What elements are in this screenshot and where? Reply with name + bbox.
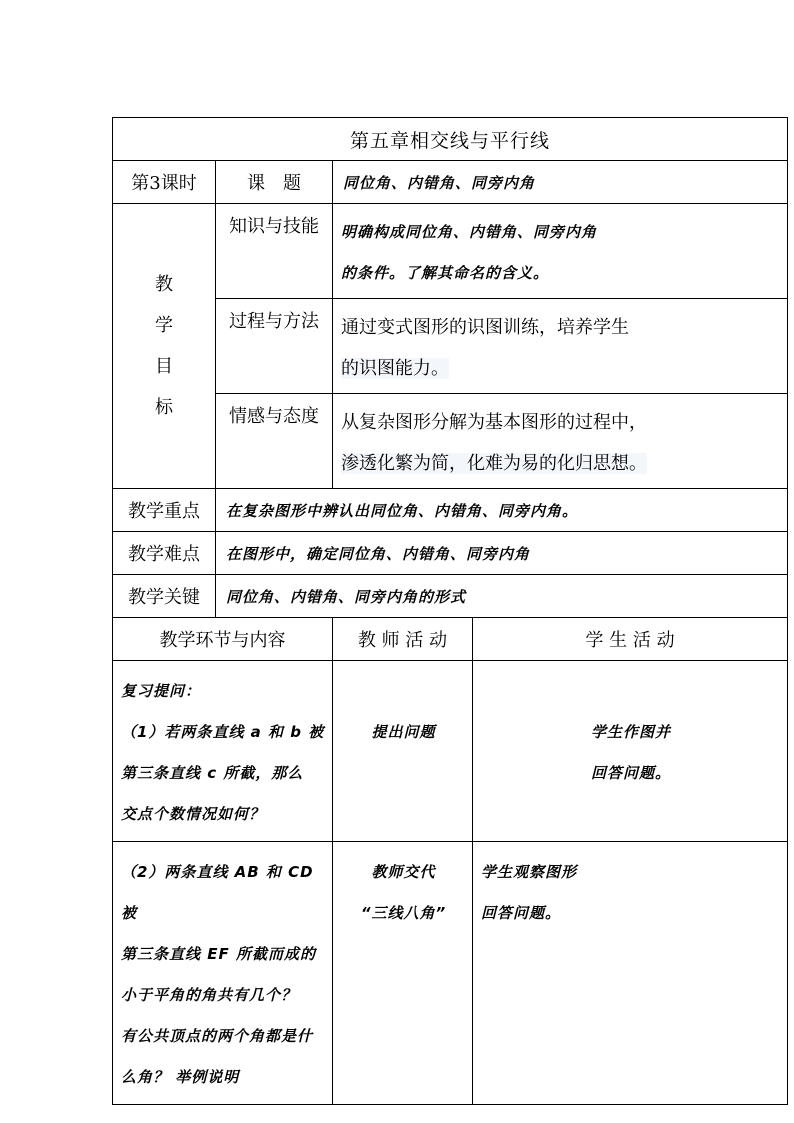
objective-attitude-label: 情感与态度	[216, 394, 333, 489]
lesson-period: 第3课时	[113, 161, 216, 204]
page-title: 第五章相交线与平行线	[113, 118, 788, 161]
topic-label: 课 题	[216, 161, 333, 204]
topic-value: 同位角、内错角、同旁内角	[333, 161, 788, 204]
key-points-value: 在复杂图形中辨认出同位角、内错角、同旁内角。	[216, 489, 788, 532]
key-link-label: 教学关键	[113, 575, 216, 618]
key-link-value: 同位角、内错角、同旁内角的形式	[216, 575, 788, 618]
activity-1-content: 复习提问： （1）若两条直线 a 和 b 被 第三条直线 c 所截，那么 交点个数情况如何？	[113, 661, 333, 842]
objective-attitude-text: 从复杂图形分解为基本图形的过程中， 渗透化繁为简，化难为易的化归思想。	[333, 394, 788, 489]
activity-1-teacher: 提出问题	[333, 661, 473, 842]
objective-process-text: 通过变式图形的识图训练，培养学生 的识图能力。	[333, 299, 788, 394]
activity-teacher-header: 教 师 活 动	[333, 618, 473, 661]
activity-student-header: 学 生 活 动	[473, 618, 788, 661]
difficulties-value: 在图形中，确定同位角、内错角、同旁内角	[216, 532, 788, 575]
objectives-label: 教 学 目 标	[113, 204, 216, 489]
difficulties-label: 教学难点	[113, 532, 216, 575]
lesson-plan-table	[112, 117, 788, 1105]
key-points-label: 教学重点	[113, 489, 216, 532]
activity-2-content: （2）两条直线 AB 和 CD 被 第三条直线 EF 所截而成的 小于平角的角共有几个？ 有公共顶点的两个角都是什 么角？ 举例说明	[113, 842, 333, 1105]
activity-content-header: 教学环节与内容	[113, 618, 333, 661]
objective-knowledge-label: 知识与技能	[216, 204, 333, 299]
activity-2-student: 学生观察图形 回答问题。	[473, 842, 788, 1105]
activity-2-teacher: 教师交代 “三线八角”	[333, 842, 473, 1105]
objective-process-label: 过程与方法	[216, 299, 333, 394]
objective-knowledge-text: 明确构成同位角、内错角、同旁内角 的条件。了解其命名的含义。	[333, 204, 788, 299]
activity-1-student: 学生作图并 回答问题。	[473, 661, 788, 842]
